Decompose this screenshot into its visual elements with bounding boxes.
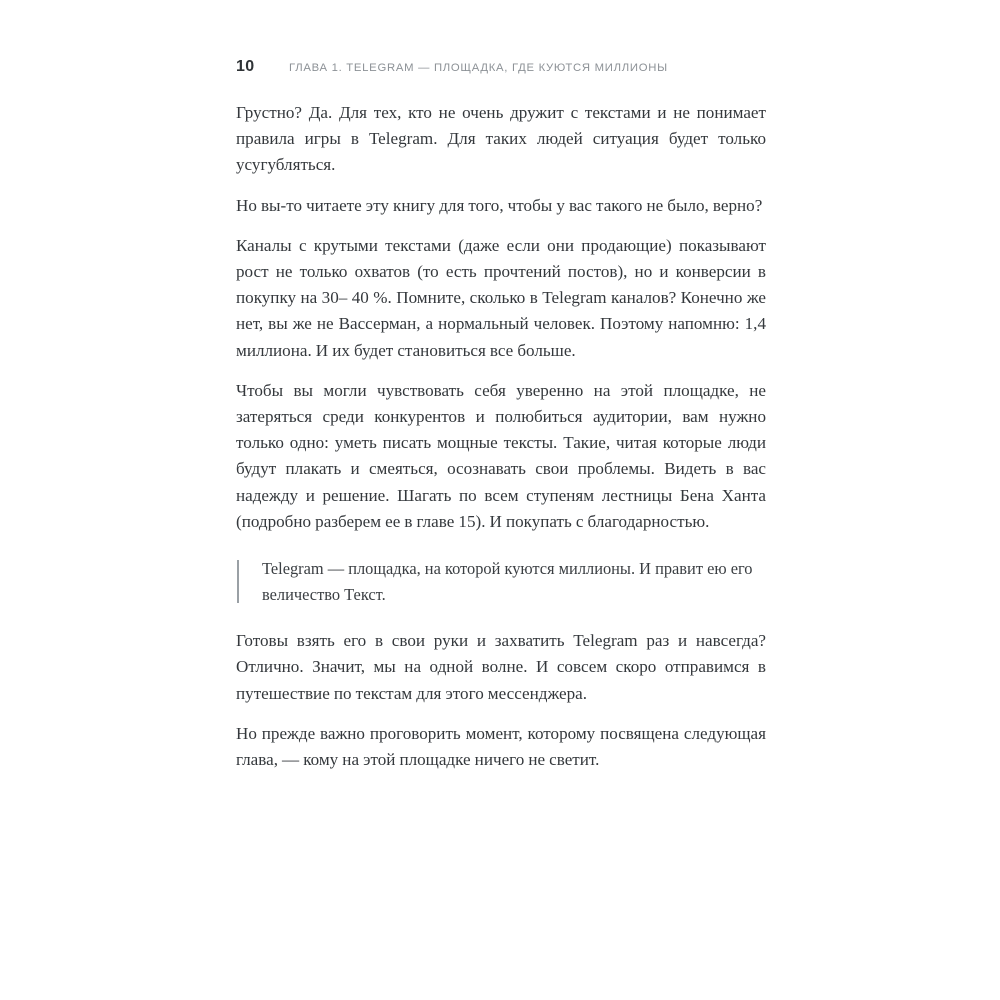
quote-rule: [237, 560, 239, 603]
paragraph: Но прежде важно проговорить момент, которому посвящена следующая глава, — кому на этой площадке ничего не светит.: [236, 723, 766, 770]
chapter-title: ГЛАВА 1. TELEGRAM — ПЛОЩАДКА, ГДЕ КУЮТСЯ МИЛЛИОНЫ: [289, 62, 668, 74]
running-head: [236, 58, 766, 76]
paragraph: Но вы-то читаете эту книгу для того, чтобы у вас такого не было, верно?: [236, 195, 763, 215]
page-number: 10: [236, 58, 255, 75]
pull-quote-text: Telegram — площадка, на которой куются миллионы. И правит ею его величество Текст.: [262, 559, 753, 604]
paragraph: Грустно? Да. Для тех, кто не очень дружит с текстами и не понимает правила игры в Telegram. Для таких людей ситуация будет только усугубляться.: [236, 103, 766, 175]
paragraph: Готовы взять его в свои руки и захватить Telegram раз и навсегда? Отлично. Значит, мы на одной волне. И совсем скоро отправимся в путешествие по текстам для этого мессенджера.: [236, 631, 766, 703]
pull-quote: [236, 556, 766, 607]
paragraph: Каналы с крутыми текстами (даже если они продающие) показывают рост не только охватов (то есть прочтений постов), но и конверсии в покупку на 30– 40 %. Помните, сколько в Telegram каналов? Конечно же нет, вы же не Вассерман, а нормальный человек. Поэтому напомню: 1,4 миллиона. И их будет становиться все больше.: [236, 235, 766, 360]
paragraph: Чтобы вы могли чувствовать себя уверенно на этой площадке, не затеряться среди конкурентов и полюбиться аудитории, вам нужно только одно: уметь писать мощные тексты. Такие, читая которые люди будут плакать и смеяться, осознавать свои проблемы. Видеть в вас надежду и решение. Шагать по всем ступеням лестницы Бена Ханта (подробно разберем ее в главе 15). И покупать с благодарностью.: [236, 380, 766, 531]
text-block: [236, 100, 766, 773]
